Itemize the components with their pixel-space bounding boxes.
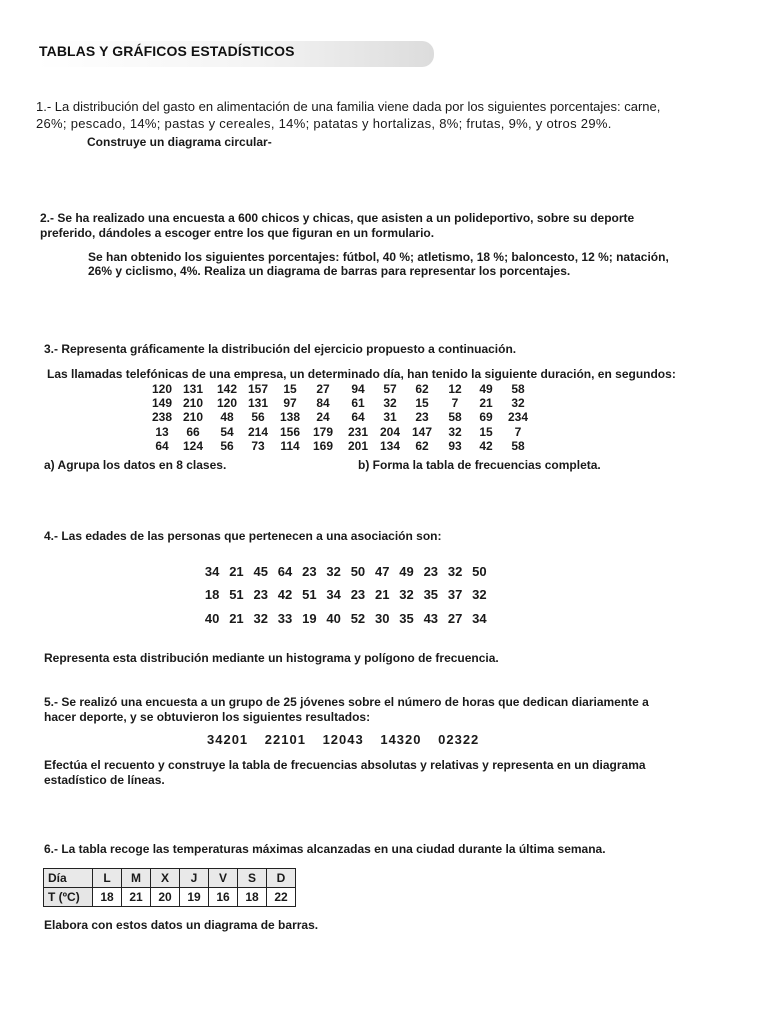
duration-value: 13 [155, 424, 169, 439]
duration-value: 231 [347, 424, 369, 439]
duration-value: 169 [312, 438, 334, 453]
duration-value: 84 [316, 396, 330, 411]
duration-value: 66 [186, 424, 200, 439]
day-cell: J [180, 869, 209, 888]
duration-value: 114 [280, 438, 300, 453]
temp-cell: 18 [238, 888, 267, 907]
duration-value: 12 [448, 382, 462, 396]
duration-value: 62 [415, 438, 429, 453]
duration-value: 214 [247, 424, 269, 439]
day-cell: S [238, 869, 267, 888]
duration-value: 134 [379, 438, 401, 453]
age-value: 43 [423, 611, 439, 626]
duration-value: 15 [479, 424, 493, 439]
temp-cell: 20 [151, 888, 180, 907]
age-value: 34 [472, 611, 487, 626]
ex2-line2: preferido, dándoles a escoger entre los que figuran en un formulario. [40, 226, 435, 240]
duration-value: 61 [351, 396, 365, 411]
duration-value: 157 [247, 382, 269, 396]
ex1-line1: 1.- La distribución del gasto en alimentación de una familia viene dada por los siguientes porcentajes: carne, [36, 99, 661, 114]
age-value: 32 [399, 587, 414, 602]
duration-value: 64 [155, 438, 169, 453]
duration-value: 57 [383, 382, 397, 396]
duration-value: 54 [220, 424, 234, 439]
age-value: 34 [204, 564, 220, 579]
ex3-task-a: a) Agrupa los datos en 8 clases. [44, 458, 227, 472]
age-value: 37 [447, 587, 463, 602]
ex5-task1: Efectúa el recuento y construye la tabla de frecuencias absolutas y relativas y representa en un diagrama [44, 758, 646, 772]
age-value: 52 [350, 611, 366, 626]
day-cell: M [122, 869, 151, 888]
ex5-line2: hacer deporte, y se obtuvieron los siguientes resultados: [44, 710, 371, 724]
table-row-days [44, 869, 296, 888]
temp-cell: 21 [122, 888, 151, 907]
age-value: 51 [229, 587, 244, 602]
age-value: 35 [423, 587, 439, 602]
hours-group: 12043 [322, 732, 364, 747]
day-cell: D [267, 869, 296, 888]
duration-value: 138 [279, 410, 301, 425]
duration-value: 97 [283, 396, 297, 411]
duration-value: 27 [316, 382, 330, 396]
ex5-line1: 5.- Se realizó una encuesta a un grupo de 25 jóvenes sobre el número de horas que dedican diariamente a [44, 695, 649, 709]
duration-value: 147 [411, 424, 433, 439]
duration-value: 124 [182, 438, 204, 453]
ex1-task: Construye un diagrama circular- [87, 135, 272, 149]
duration-value: 156 [279, 424, 301, 439]
age-value: 23 [350, 587, 366, 602]
title-bar [36, 41, 434, 67]
age-value: 45 [253, 564, 268, 579]
age-value: 35 [399, 611, 414, 626]
ex6-task: Elabora con estos datos un diagrama de barras. [44, 918, 319, 932]
duration-value: 69 [479, 410, 493, 425]
temp-cell: 19 [180, 888, 209, 907]
duration-value: 210 [182, 410, 204, 425]
hours-group: 14320 [380, 732, 422, 747]
duration-value: 42 [479, 438, 493, 453]
age-value: 32 [326, 564, 341, 579]
ex1-line2: 26%; pescado, 14%; pastas y cereales, 14%; patatas y hortalizas, 8%; frutas, 9%, y otros 29%. [36, 116, 612, 131]
duration-value: 204 [379, 424, 401, 439]
ex6-heading: 6.- La tabla recoge las temperaturas máximas alcanzadas en una ciudad durante la última semana. [44, 842, 606, 856]
duration-value: 64 [351, 410, 365, 425]
duration-value: 62 [415, 382, 429, 396]
age-value: 21 [229, 564, 244, 579]
temp-cell: 18 [93, 888, 122, 907]
age-value: 50 [472, 564, 487, 579]
age-value: 18 [204, 587, 220, 602]
age-value: 32 [472, 587, 487, 602]
age-value: 19 [302, 611, 317, 626]
ex4-task: Representa esta distribución mediante un histograma y polígono de frecuencia. [44, 651, 499, 665]
duration-value: 7 [514, 424, 522, 439]
age-value: 64 [277, 564, 293, 579]
duration-value: 49 [479, 382, 493, 396]
duration-value: 7 [451, 396, 459, 411]
ex3-heading: 3.- Representa gráficamente la distribución del ejercicio propuesto a continuación. [44, 342, 517, 356]
row-label-temp: T (ºC) [44, 888, 93, 907]
ex5-task2: estadístico de líneas. [44, 773, 165, 787]
day-cell: L [93, 869, 122, 888]
hours-sequence [207, 732, 491, 747]
age-value: 33 [277, 611, 293, 626]
duration-value: 56 [251, 410, 265, 425]
age-value: 23 [423, 564, 439, 579]
duration-value: 15 [415, 396, 429, 411]
duration-value: 24 [316, 410, 330, 425]
age-value: 21 [229, 611, 244, 626]
duration-value: 210 [182, 396, 204, 411]
duration-value: 201 [347, 438, 369, 453]
duration-value: 23 [415, 410, 429, 425]
day-cell: V [209, 869, 238, 888]
age-value: 49 [399, 564, 414, 579]
ex2-line4: 26% y ciclismo, 4%. Realiza un diagrama de barras para representar los porcentajes. [88, 264, 571, 278]
age-value: 27 [447, 611, 463, 626]
ex4-heading: 4.- Las edades de las personas que pertenecen a una asociación son: [44, 529, 442, 543]
age-value: 21 [374, 587, 390, 602]
hours-group: 34201 [207, 732, 249, 747]
age-value: 32 [253, 611, 268, 626]
ex3-task-b: b) Forma la tabla de frecuencias completa. [358, 458, 601, 472]
duration-value: 58 [448, 410, 462, 425]
duration-value: 238 [151, 410, 173, 425]
duration-value: 131 [247, 396, 269, 411]
ages-row [200, 611, 492, 626]
duration-value: 94 [351, 382, 365, 396]
age-value: 42 [277, 587, 293, 602]
temperature-table [43, 868, 296, 907]
duration-value: 149 [151, 396, 173, 411]
temp-cell: 16 [209, 888, 238, 907]
ages-row [200, 564, 492, 579]
hours-group: 22101 [264, 732, 306, 747]
age-value: 34 [326, 587, 341, 602]
duration-value: 234 [507, 410, 529, 425]
age-value: 50 [350, 564, 366, 579]
ex3-intro: Las llamadas telefónicas de una empresa, un determinado día, han tenido la siguiente duración, en segundos: [47, 367, 676, 381]
age-value: 30 [374, 611, 390, 626]
duration-value: 15 [283, 382, 297, 396]
age-value: 23 [302, 564, 317, 579]
day-cell: X [151, 869, 180, 888]
age-value: 32 [447, 564, 463, 579]
ex2-line1: 2.- Se ha realizado una encuesta a 600 chicos y chicas, que asisten a un polideportivo, sobre su deporte [40, 211, 635, 225]
duration-value: 31 [383, 410, 397, 425]
duration-value: 32 [511, 396, 525, 411]
duration-value: 120 [151, 382, 173, 396]
page-title: TABLAS Y GRÁFICOS ESTADÍSTICOS [39, 43, 295, 59]
duration-value: 48 [220, 410, 234, 425]
hours-group: 02322 [438, 732, 480, 747]
temp-cell: 22 [267, 888, 296, 907]
duration-value: 142 [216, 382, 238, 396]
duration-value: 131 [182, 382, 204, 396]
ex2-line3: Se han obtenido los siguientes porcentajes: fútbol, 40 %; atletismo, 18 %; baloncesto, 12 %; natación, [88, 250, 669, 264]
duration-value: 58 [511, 438, 525, 453]
duration-value: 73 [251, 438, 265, 453]
age-value: 47 [374, 564, 390, 579]
duration-value: 32 [448, 424, 462, 439]
duration-value: 21 [479, 396, 493, 411]
table-row-temps [44, 888, 296, 907]
age-value: 40 [326, 611, 341, 626]
ages-row [200, 587, 492, 602]
duration-value: 179 [312, 424, 334, 439]
row-label-day: Día [44, 869, 93, 888]
age-value: 51 [302, 587, 317, 602]
duration-value: 93 [448, 438, 462, 453]
duration-value: 58 [511, 382, 525, 396]
age-value: 40 [204, 611, 220, 626]
duration-value: 120 [216, 396, 238, 411]
age-value: 23 [253, 587, 268, 602]
duration-value: 56 [220, 438, 234, 453]
duration-value: 32 [383, 396, 397, 411]
